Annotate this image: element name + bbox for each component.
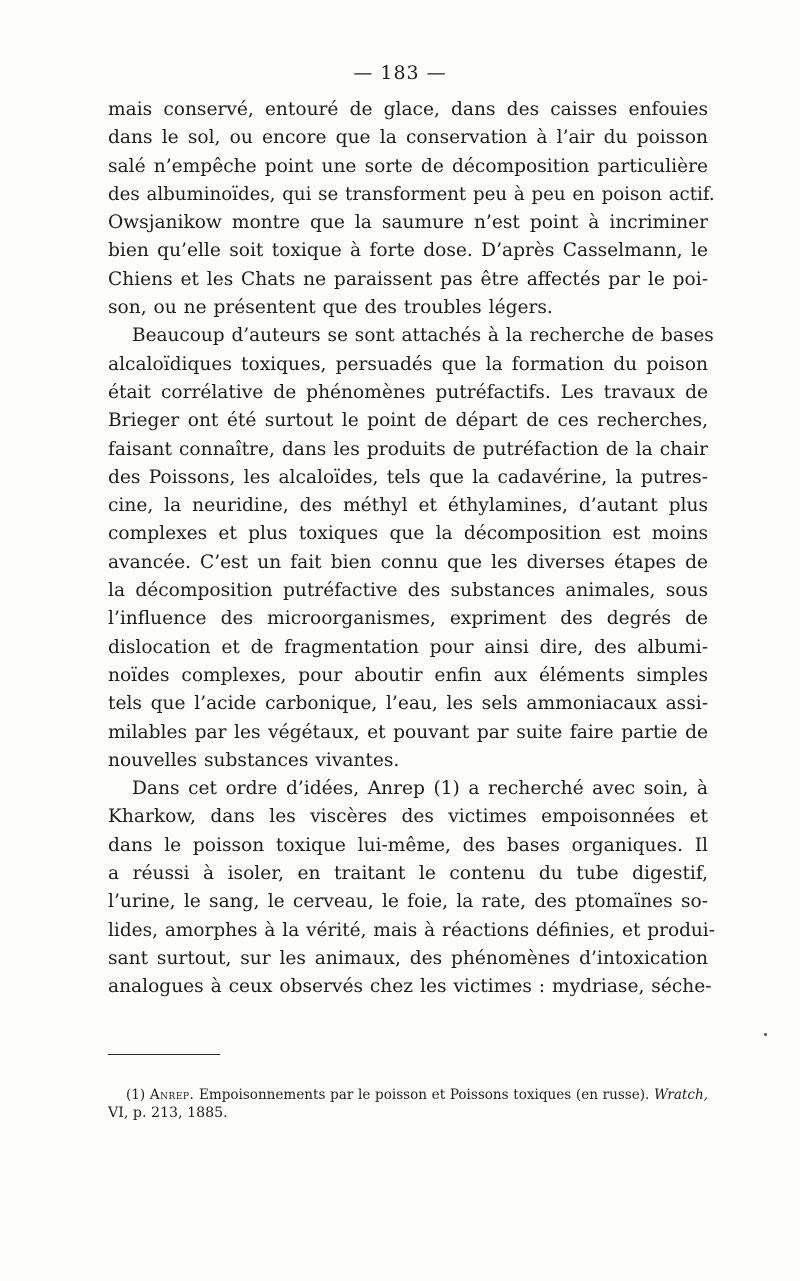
text-line: des albuminoïdes, qui se transforment peu à peu en poison actif. xyxy=(108,183,715,205)
text-line: Owsjanikow montre que la saumure n’est point à incriminer xyxy=(108,212,708,234)
footnote-title: Empoisonnements par le poisson et Poissons toxiques (en russe). xyxy=(198,1087,650,1103)
text-line: cine, la neuridine, des méthyl et éthylamines, d’autant plus xyxy=(108,495,708,517)
text-line: l’urine, le sang, le cerveau, le foie, la rate, des ptomaïnes so- xyxy=(108,891,708,913)
text-line: milables par les végétaux, et pouvant par suite faire partie de xyxy=(108,721,708,743)
text-line: tels que l’acide carbonique, l’eau, les sels ammoniacaux assi- xyxy=(108,693,708,715)
text-line: avancée. C’est un fait bien connu que les diverses étapes de xyxy=(108,551,708,573)
footnote xyxy=(108,1086,708,1122)
text-line: des Poissons, les alcaloïdes, tels que la cadavérine, la putres- xyxy=(108,466,708,488)
text-line: était corrélative de phénomènes putréfactifs. Les travaux de xyxy=(108,381,708,403)
text-line: a réussi à isoler, en traitant le contenu du tube digestif, xyxy=(108,863,708,885)
text-line: dislocation et de fragmentation pour ainsi dire, des albumi- xyxy=(108,636,708,658)
text-line: sant surtout, sur les animaux, des phénomènes d’intoxication xyxy=(108,947,708,969)
footnote-author: Anrep. xyxy=(149,1087,195,1103)
text-line: noïdes complexes, pour aboutir enfin aux éléments simples xyxy=(108,664,708,686)
text-line: la décomposition putréfactive des substances animales, sous xyxy=(108,580,708,602)
text-line: salé n’empêche point une sorte de décomposition particulière xyxy=(108,155,708,177)
body-text xyxy=(108,96,715,1002)
text-line: faisant connaître, dans les produits de putréfaction de la chair xyxy=(108,438,708,460)
footnote-separator xyxy=(108,1054,220,1055)
text-line: son, ou ne présentent que des troubles légers. xyxy=(108,297,553,319)
paragraph-start-line: Beaucoup d’auteurs se sont attachés à la recherche de bases xyxy=(132,325,714,347)
text-line: nouvelles substances vivantes. xyxy=(108,749,400,771)
text-line: complexes et plus toxiques que la décomposition est moins xyxy=(108,523,708,545)
text-line: bien qu’elle soit toxique à forte dose. D’après Casselmann, le xyxy=(108,240,708,262)
paragraph-start-line: Dans cet ordre d’idées, Anrep (1) a recherché avec soin, à xyxy=(132,778,708,800)
text-line: alcaloïdiques toxiques, persuadés que la formation du poison xyxy=(108,353,708,375)
text-line: lides, amorphes à la vérité, mais à réactions définies, et produi- xyxy=(108,919,715,941)
footnote-line xyxy=(108,1086,708,1104)
page-number: — 183 — xyxy=(353,62,447,84)
text-line: Chiens et les Chats ne paraissent pas être affectés par le poi- xyxy=(108,268,708,290)
text-line: Brieger ont été surtout le point de départ de ces recherches, xyxy=(108,410,708,432)
footnote-line: VI, p. 213, 1885. xyxy=(108,1105,228,1121)
text-line: mais conservé, entouré de glace, dans des caisses enfouies xyxy=(108,99,708,120)
paper-speck xyxy=(764,1033,767,1036)
text-line: dans le sol, ou encore que la conservation à l’air du poisson xyxy=(108,127,708,149)
footnote-journal: Wratch, xyxy=(654,1087,708,1103)
text-line: dans le poisson toxique lui-même, des bases organiques. Il xyxy=(108,834,708,856)
text-line: Kharkow, dans les viscères des victimes empoisonnées et xyxy=(108,806,708,828)
text-line: l’influence des microorganismes, expriment des degrés de xyxy=(108,608,708,630)
text-line: analogues à ceux observés chez les victimes : mydriase, séche- xyxy=(108,976,712,998)
footnote-marker: (1) xyxy=(126,1087,146,1103)
